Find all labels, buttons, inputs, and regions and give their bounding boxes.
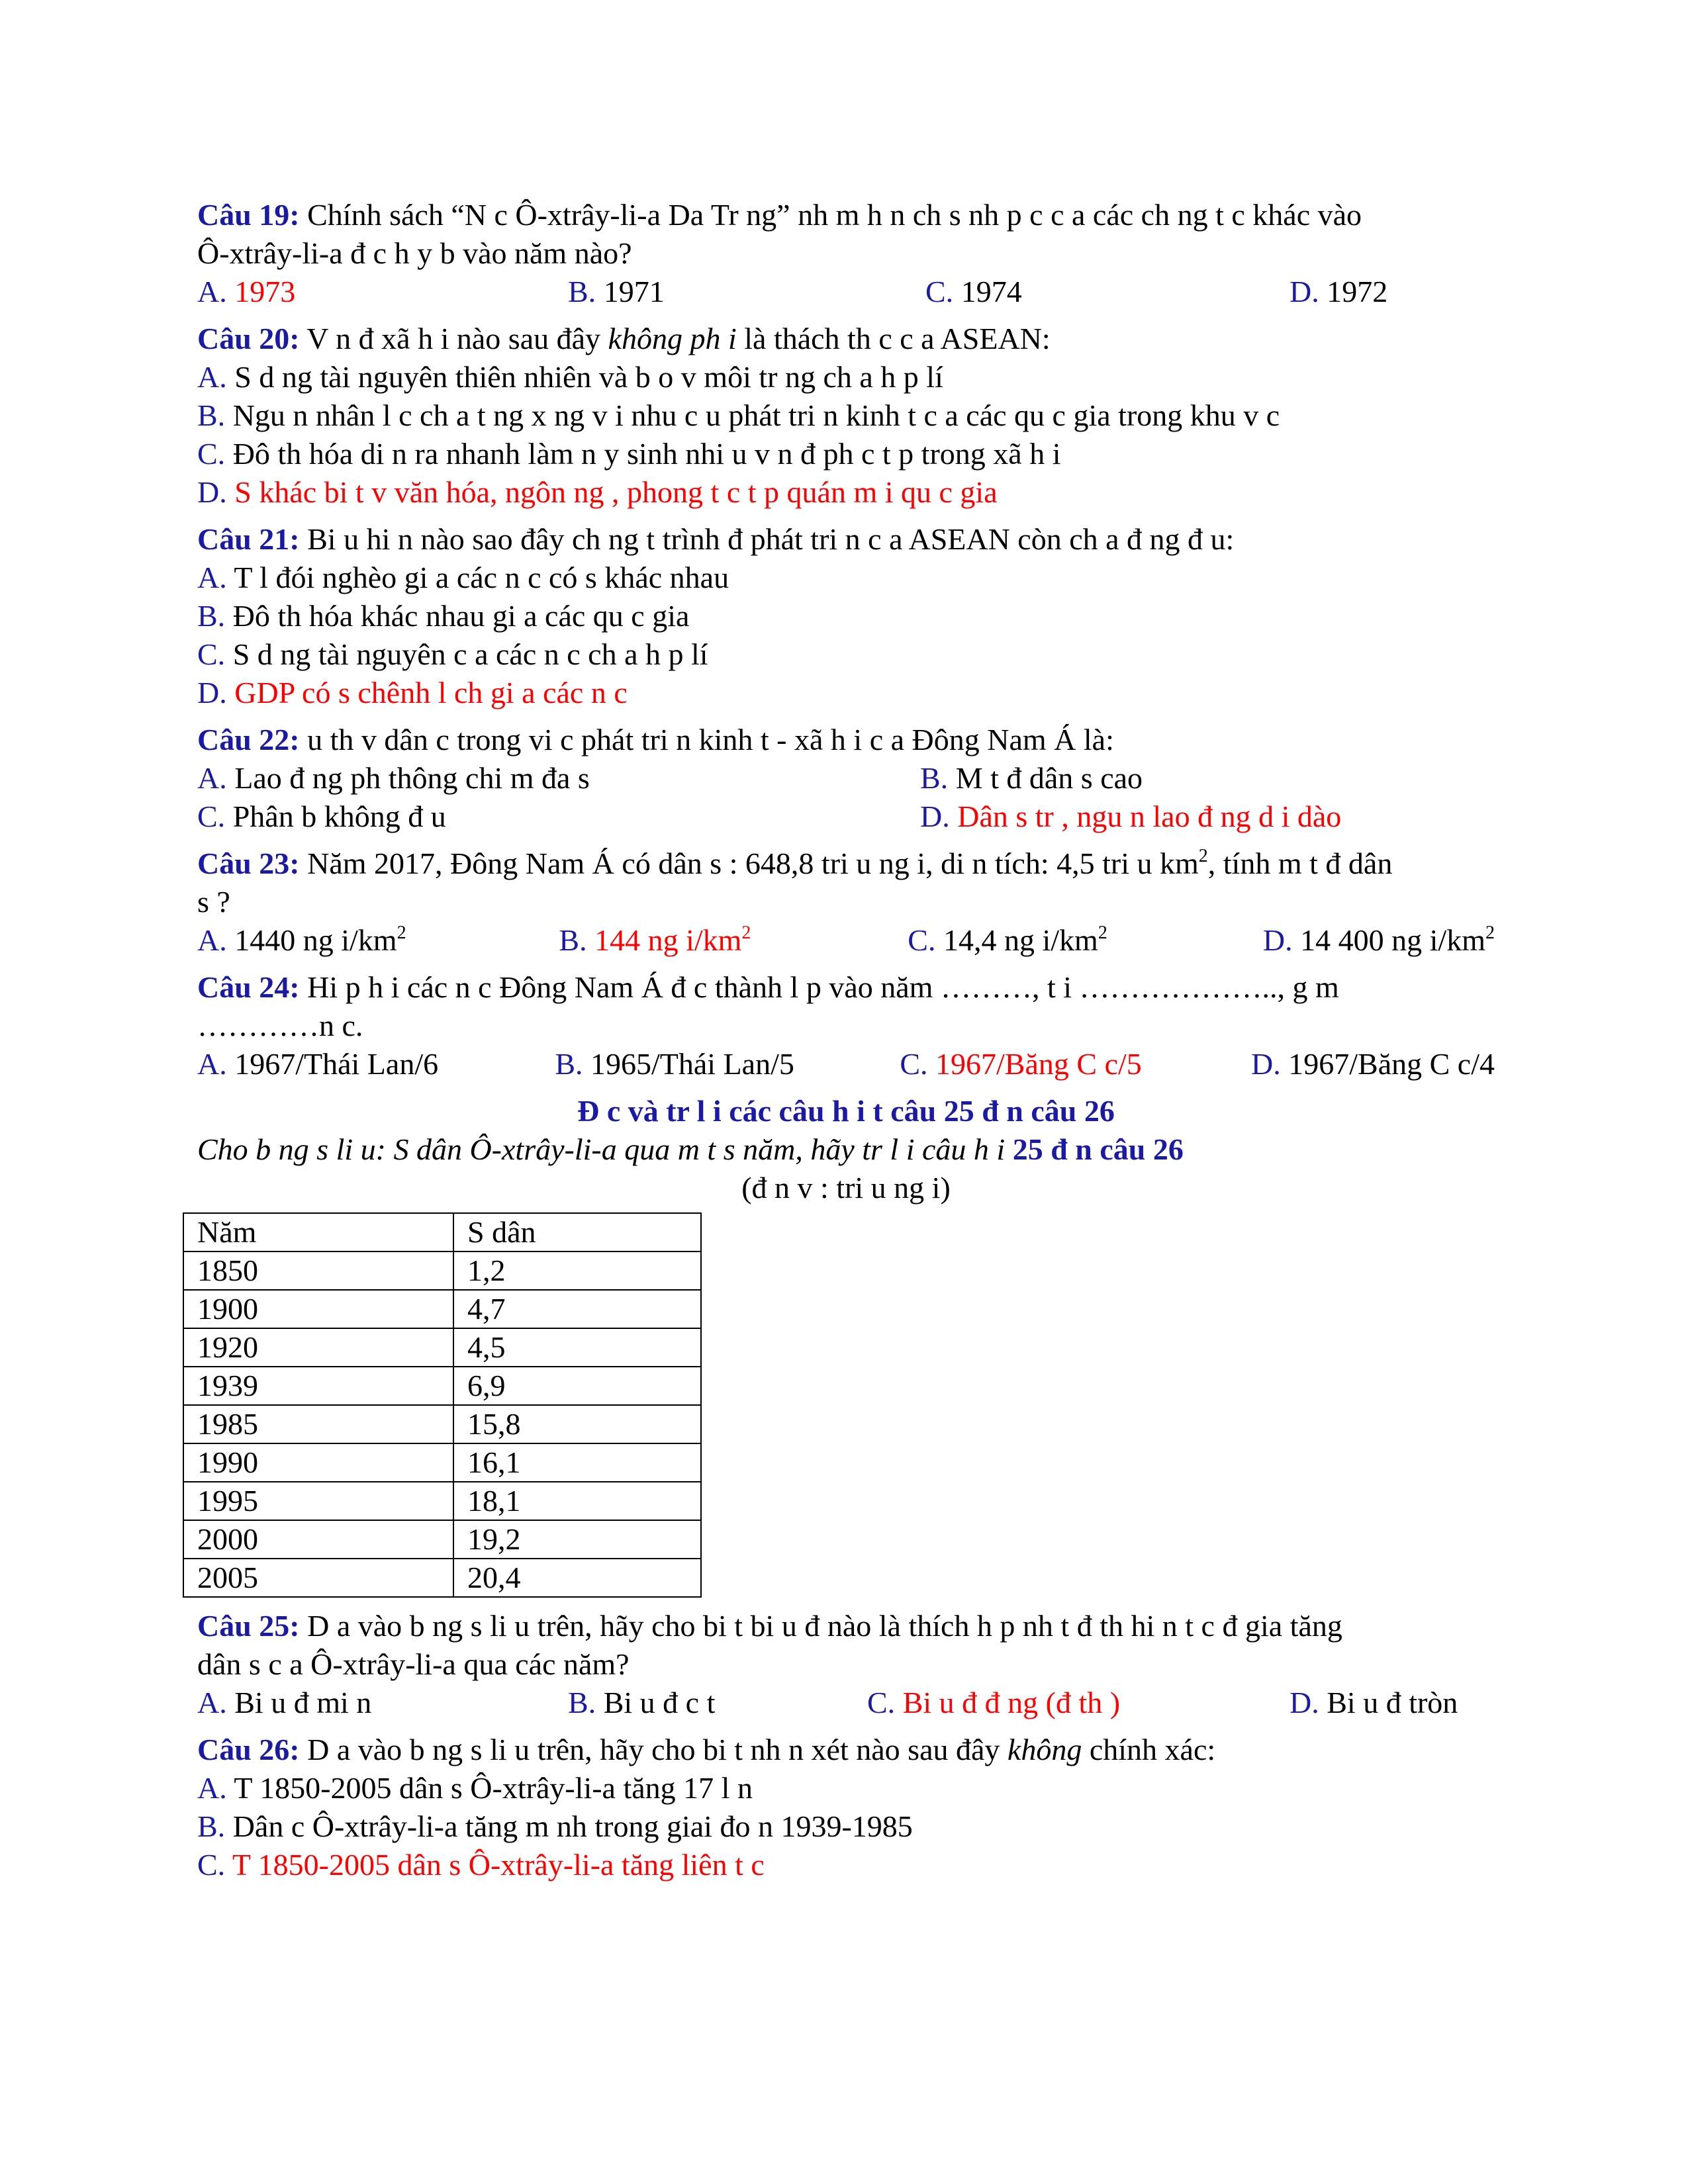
option-text: Bi u đ mi n	[226, 1686, 372, 1719]
question-25-line-2	[197, 1645, 1495, 1684]
table-header-row	[183, 1213, 701, 1251]
table-cell-population: 4,5	[453, 1328, 701, 1367]
option-label: C.	[197, 799, 226, 833]
table-row	[183, 1520, 701, 1559]
option-text: Bi u đ đ ng (đ th )	[895, 1686, 1121, 1719]
answer-options-row-1	[197, 759, 1495, 797]
option-text: Lao đ ng ph thông chi m đa s	[226, 761, 590, 795]
option-c	[908, 921, 1263, 960]
option-text: Ngu n nhân l c ch a t ng x ng v i nhu c u phát tri n kinh t c a các qu c gia trong khu v c	[225, 398, 1280, 432]
option-label: C.	[197, 637, 226, 671]
table-row	[183, 1405, 701, 1443]
table-row	[183, 1328, 701, 1367]
question-label: Câu 24:	[197, 970, 300, 1004]
option-label: D.	[920, 799, 950, 833]
option-c	[197, 435, 1495, 473]
question-label: Câu 22:	[197, 723, 300, 756]
table-row	[183, 1251, 701, 1290]
option-label: C.	[900, 1047, 928, 1081]
question-text: chính xác:	[1082, 1733, 1216, 1766]
option-text: 1974	[953, 275, 1022, 308]
question-22-line-1	[197, 721, 1495, 759]
intro-text: Cho b ng s li u: S dân Ô-xtrây-li-a qua m t s năm, hãy tr l i câu h i	[197, 1132, 1013, 1166]
option-text: Đô th hóa di n ra nhanh làm n y sinh nhi u v n đ ph c t p trong xã h i	[225, 437, 1061, 471]
question-19	[197, 196, 1495, 311]
question-text: Chính sách “N c Ô-xtrây-li-a Da Tr ng” nh m h n ch s nh p c c a các ch ng t c khác vào	[299, 198, 1362, 232]
question-text: , tính m t đ dân	[1207, 846, 1393, 880]
option-d	[1251, 1045, 1495, 1083]
option-label: C.	[908, 923, 936, 957]
option-d	[920, 797, 1341, 836]
question-21	[197, 520, 1495, 712]
option-label: B.	[568, 275, 596, 308]
question-26-line-1	[197, 1731, 1495, 1769]
option-b	[920, 759, 1143, 797]
question-19-line-1	[197, 196, 1495, 234]
intro-range: 25 đ n câu 26	[1012, 1132, 1184, 1166]
table-cell-year: 1995	[183, 1482, 453, 1520]
option-d	[1263, 921, 1495, 960]
table-cell-population: 1,2	[453, 1251, 701, 1290]
question-emphasis: không ph i	[608, 322, 737, 355]
option-a	[197, 1045, 555, 1083]
option-label: A.	[197, 561, 227, 594]
question-text: V n đ xã h i nào sau đây	[299, 322, 608, 355]
option-label: C.	[197, 1848, 226, 1882]
table-cell-year: 1850	[183, 1251, 453, 1290]
option-b	[197, 1807, 1495, 1846]
table-intro	[197, 1130, 1495, 1169]
table-cell-year: 2000	[183, 1520, 453, 1559]
table-cell-year: 1900	[183, 1290, 453, 1328]
option-text: Dân s tr , ngu n lao đ ng d i dào	[949, 799, 1342, 833]
option-label: B.	[568, 1686, 596, 1719]
option-text: 1967/Băng C c/4	[1280, 1047, 1495, 1081]
option-a	[197, 559, 1495, 597]
table-cell-population: 19,2	[453, 1520, 701, 1559]
question-23-line-2	[197, 883, 1495, 921]
option-label: D.	[1262, 923, 1293, 957]
question-20-line-1	[197, 320, 1495, 358]
option-label: B.	[920, 761, 949, 795]
question-label: Câu 21:	[197, 522, 300, 556]
option-text: 1973	[226, 275, 296, 308]
option-d	[1289, 273, 1387, 311]
question-20	[197, 320, 1495, 512]
table-cell-year: 1920	[183, 1328, 453, 1367]
option-b	[555, 1045, 900, 1083]
option-text: 144 ng i/km	[586, 923, 742, 957]
option-text: Phân b không đ u	[225, 799, 446, 833]
question-label: Câu 20:	[197, 322, 300, 355]
option-b	[559, 921, 908, 960]
option-label: D.	[1289, 1686, 1319, 1719]
option-c	[197, 1846, 1495, 1884]
option-a	[197, 921, 559, 960]
option-label: B.	[559, 923, 587, 957]
table-cell-population: 20,4	[453, 1559, 701, 1597]
option-text: 1972	[1319, 275, 1388, 308]
population-table	[183, 1212, 702, 1598]
question-text: s ?	[197, 885, 230, 919]
option-text: 1965/Thái Lan/5	[583, 1047, 794, 1081]
option-label: A.	[197, 360, 227, 394]
question-text: dân s c a Ô-xtrây-li-a qua các năm?	[197, 1647, 630, 1681]
question-text: Ô-xtrây-li-a đ c h y b vào năm nào?	[197, 236, 632, 270]
table-row	[183, 1559, 701, 1597]
question-19-line-2	[197, 234, 1495, 273]
option-text: Bi u đ tròn	[1319, 1686, 1458, 1719]
superscript: 2	[1485, 923, 1495, 943]
option-label: A.	[197, 1047, 227, 1081]
question-24-line-2	[197, 1007, 1495, 1045]
answer-options	[197, 273, 1495, 311]
question-label: Câu 26:	[197, 1733, 300, 1766]
table-cell-year: 1985	[183, 1405, 453, 1443]
option-label: B.	[555, 1047, 583, 1081]
option-label: A.	[197, 1686, 227, 1719]
question-text: là thách th c c a ASEAN:	[736, 322, 1051, 355]
option-text: T l đói nghèo gi a các n c có s khác nhau	[226, 561, 729, 594]
option-text: S d ng tài nguyên c a các n c ch a h p lí	[225, 637, 708, 671]
option-a	[197, 1769, 1495, 1807]
table-cell-population: 16,1	[453, 1443, 701, 1482]
table-header-population: S dân	[453, 1213, 701, 1251]
question-text: …………n c.	[197, 1009, 363, 1042]
option-text: GDP có s chênh l ch gi a các n c	[226, 676, 628, 709]
section-heading: Đ c và tr l i các câu h i t câu 25 đ n câu 26	[577, 1094, 1115, 1128]
question-25-line-1	[197, 1607, 1495, 1645]
option-d	[197, 473, 1495, 512]
table-cell-population: 4,7	[453, 1290, 701, 1328]
question-23	[197, 844, 1495, 960]
option-c	[197, 635, 1495, 674]
option-c	[900, 1045, 1251, 1083]
question-22	[197, 721, 1495, 836]
option-text: T 1850-2005 dân s Ô-xtrây-li-a tăng 17 l n	[226, 1771, 753, 1805]
question-23-line-1	[197, 844, 1495, 883]
question-text: Bi u hi n nào sao đây ch ng t trình đ phát tri n c a ASEAN còn ch a đ ng đ u:	[299, 522, 1235, 556]
question-text: u th v dân c trong vi c phát tri n kinh t - xã h i c a Đông Nam Á là:	[299, 723, 1114, 756]
option-text: S khác bi t v văn hóa, ngôn ng , phong t c t p quán m i qu c gia	[226, 475, 998, 509]
option-text: Bi u đ c t	[596, 1686, 716, 1719]
option-b	[197, 396, 1495, 435]
question-label: Câu 19:	[197, 198, 300, 232]
option-label: D.	[197, 475, 227, 509]
option-text: 1440 ng i/km	[226, 923, 397, 957]
option-label: C.	[197, 437, 226, 471]
question-emphasis: không	[1007, 1733, 1082, 1766]
option-text: Đô th hóa khác nhau gi a các qu c gia	[225, 599, 690, 633]
option-label: D.	[1251, 1047, 1281, 1081]
option-label: B.	[197, 599, 226, 633]
question-label: Câu 23:	[197, 846, 300, 880]
table-cell-population: 6,9	[453, 1367, 701, 1405]
question-24-line-1	[197, 968, 1495, 1007]
option-label: A.	[197, 1771, 227, 1805]
option-a	[197, 759, 920, 797]
question-text: Năm 2017, Đông Nam Á có dân s : 648,8 tri u ng i, di n tích: 4,5 tri u km	[299, 846, 1199, 880]
option-c	[925, 273, 1289, 311]
superscript: 2	[1098, 923, 1107, 943]
option-text: 14,4 ng i/km	[935, 923, 1098, 957]
table-row	[183, 1443, 701, 1482]
question-text: Hi p h i các n c Đông Nam Á đ c thành l p vào năm ………, t i ……………….., g m	[299, 970, 1339, 1004]
option-c	[867, 1684, 1289, 1722]
question-25	[197, 1607, 1495, 1722]
option-a	[197, 273, 568, 311]
table-header-year: Năm	[183, 1213, 453, 1251]
table-row	[183, 1290, 701, 1328]
option-text: S d ng tài nguyên thiên nhiên và b o v môi tr ng ch a h p lí	[226, 360, 943, 394]
table-unit: (đ n v : tri u ng i)	[741, 1171, 951, 1205]
question-21-line-1	[197, 520, 1495, 559]
option-label: A.	[197, 275, 227, 308]
option-b	[197, 597, 1495, 635]
answer-options	[197, 1045, 1495, 1083]
option-b	[568, 1684, 867, 1722]
table-cell-population: 15,8	[453, 1405, 701, 1443]
table-cell-population: 18,1	[453, 1482, 701, 1520]
option-label: A.	[197, 761, 227, 795]
option-label: C.	[867, 1686, 896, 1719]
option-label: B.	[197, 1809, 226, 1843]
option-a	[197, 1684, 568, 1722]
option-label: B.	[197, 398, 226, 432]
option-c	[197, 797, 920, 836]
option-b	[568, 273, 925, 311]
option-a	[197, 358, 1495, 396]
table-row	[183, 1482, 701, 1520]
question-text: D a vào b ng s li u trên, hãy cho bi t nh n xét nào sau đây	[299, 1733, 1008, 1766]
option-label: A.	[197, 923, 227, 957]
answer-options	[197, 1684, 1495, 1722]
option-text: M t đ dân s cao	[948, 761, 1143, 795]
table-cell-year: 2005	[183, 1559, 453, 1597]
table-cell-year: 1939	[183, 1367, 453, 1405]
option-d	[1289, 1684, 1458, 1722]
option-text: 1967/Băng C c/5	[927, 1047, 1142, 1081]
superscript: 2	[397, 923, 406, 943]
option-text: 14 400 ng i/km	[1292, 923, 1485, 957]
option-text: T 1850-2005 dân s Ô-xtrây-li-a tăng liên t c	[225, 1848, 765, 1882]
option-text: Dân c Ô-xtrây-li-a tăng m nh trong giai đo n 1939-1985	[225, 1809, 913, 1843]
option-label: D.	[197, 676, 227, 709]
superscript: 2	[741, 923, 751, 943]
question-24	[197, 968, 1495, 1083]
answer-options	[197, 921, 1495, 960]
document-page	[197, 196, 1495, 1893]
option-text: 1971	[596, 275, 665, 308]
option-label: D.	[1289, 275, 1319, 308]
table-row	[183, 1367, 701, 1405]
table-cell-year: 1990	[183, 1443, 453, 1482]
superscript: 2	[1198, 846, 1208, 866]
question-label: Câu 25:	[197, 1609, 300, 1643]
answer-options-row-2	[197, 797, 1495, 836]
question-26	[197, 1731, 1495, 1884]
option-text: 1967/Thái Lan/6	[226, 1047, 439, 1081]
option-label: C.	[925, 275, 954, 308]
question-text: D a vào b ng s li u trên, hãy cho bi t bi u đ nào là thích h p nh t đ th hi n t c đ gia tăng	[299, 1609, 1342, 1643]
option-d	[197, 674, 1495, 712]
